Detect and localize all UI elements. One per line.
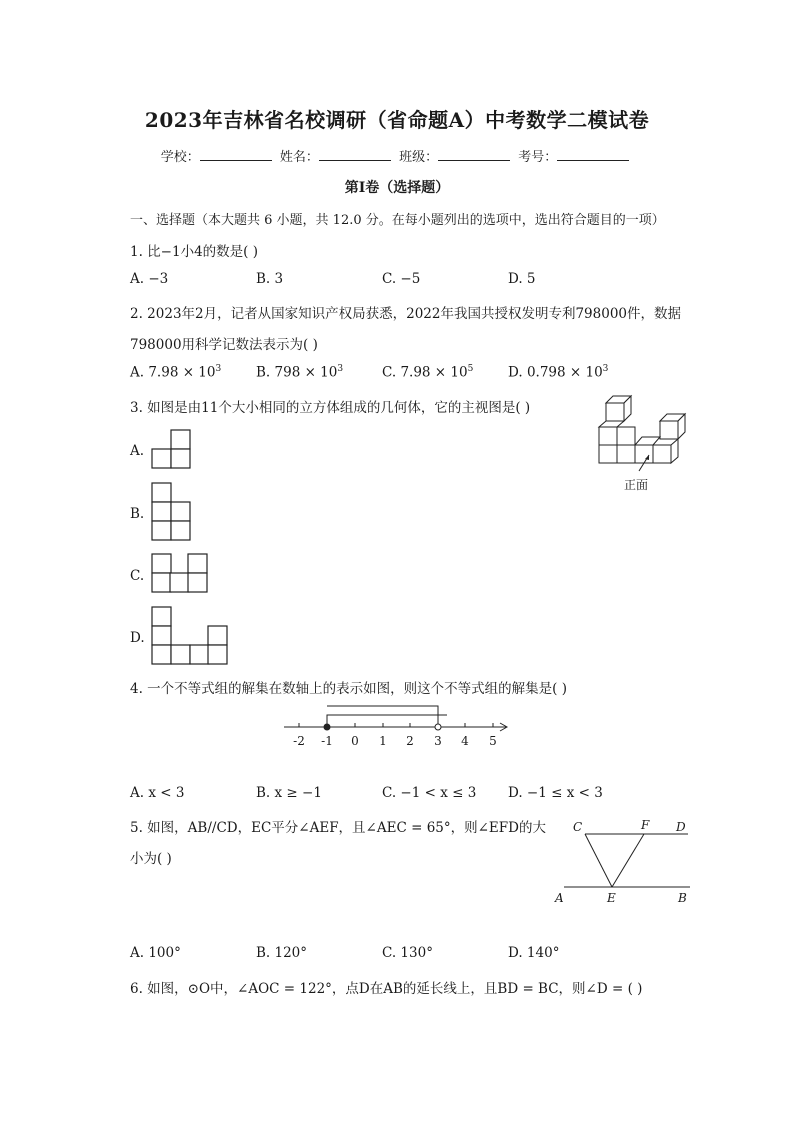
q5-option-a: A. 100° (130, 945, 181, 961)
q5-stem-line2: 小为( ) (130, 851, 172, 867)
q5-label-e: E (607, 891, 616, 905)
q2-stem-line2: 798000用科学记数法表示为( ) (130, 337, 318, 353)
q5-option-b: B. 120° (256, 945, 308, 961)
q5-option-c: C. 130° (382, 945, 433, 961)
q5-option-d: D. 140° (508, 945, 560, 961)
q4-tick-label: 1 (379, 734, 387, 748)
q4-solid-dot (324, 724, 330, 730)
class-blank[interactable] (438, 148, 510, 161)
q4-tick-label: -1 (321, 734, 333, 748)
q3-option-c-figure (150, 552, 210, 594)
q4-option-d: D. −1 ≤ x < 3 (508, 785, 603, 801)
q5-label-b: B (678, 891, 687, 905)
q5-label-c: C (573, 820, 583, 834)
q2-option-b: B. $798 \times 10^3$ (256, 364, 344, 381)
q3-option-d-label: D. (130, 630, 145, 646)
q4-number-line (282, 697, 514, 755)
q3-option-d-figure (150, 605, 230, 665)
q5-stem-line1: 5. 如图，AB//CD，EC平分∠AEF，且∠AEC = 65°，则∠EFD的大 (130, 820, 546, 836)
q4-option-c: C. −1 < x ≤ 3 (382, 785, 477, 801)
class-label: 班级： (399, 150, 439, 165)
section-title: 一、选择题（本大题共 6 小题，共 12.0 分。在每小题列出的选项中，选出符合题目的一项） (130, 213, 665, 228)
q5-label-f: F (641, 818, 650, 832)
q4-option-a: A. x < 3 (130, 785, 185, 801)
q1-stem: 1. 比−1小4的数是( ) (130, 244, 258, 260)
q2-option-a: A. $7.98 \times 10^3$ (130, 364, 222, 381)
q2-stem-line1: 2. 2023年2月，记者从国家知识产权局获悉，2022年我国共授权发明专利798000件，数据 (130, 306, 682, 322)
q1-option-b: B. 3 (256, 271, 284, 287)
q4-tick-label: 0 (351, 734, 359, 748)
q4-open-dot (435, 724, 441, 730)
q3-option-b-label: B. (130, 506, 145, 522)
q6-stem: 6. 如图，⊙O中，∠AOC = 122°，点D在AB的延长线上，且BD = BC，则∠D = ( ) (130, 981, 643, 997)
q5-label-a: A (555, 891, 564, 905)
q3-option-a-label: A. (130, 443, 145, 459)
q4-tick-label: 2 (406, 734, 414, 748)
school-label: 学校： (160, 150, 200, 165)
q5-geometry-figure (552, 814, 694, 910)
student-info-line (0, 146, 794, 165)
q4-stem: 4. 一个不等式组的解集在数轴上的表示如图，则这个不等式组的解集是( ) (130, 681, 567, 697)
q3-option-b-figure (150, 481, 192, 541)
q1-option-d: D. 5 (508, 271, 536, 287)
q4-tick-label: -2 (293, 734, 305, 748)
exam-title: 2023年吉林省名校调研（省命题A）中考数学二模试卷 (144, 108, 650, 132)
q4-tick-label: 4 (461, 734, 469, 748)
q4-tick-label: 3 (434, 734, 442, 748)
exam-number-label: 考号： (518, 150, 558, 165)
q2-option-c: C. $7.98 \times 10^5$ (382, 364, 474, 381)
part-title: 第I卷（选择题） (344, 180, 450, 196)
school-blank[interactable] (200, 148, 272, 161)
q3-option-c-label: C. (130, 568, 145, 584)
q1-option-a: A. −3 (130, 271, 169, 287)
q3-figure-caption: 正面 (624, 478, 649, 492)
q4-tick-label: 5 (489, 734, 497, 748)
name-blank[interactable] (319, 148, 391, 161)
q5-label-d: D (676, 820, 686, 834)
name-label: 姓名： (279, 150, 319, 165)
exam-number-blank[interactable] (557, 148, 629, 161)
q1-option-c: C. −5 (382, 271, 421, 287)
q3-stem: 3. 如图是由11个大小相同的立方体组成的几何体，它的主视图是( ) (130, 400, 531, 416)
q2-option-d: D. $0.798 \times 10^3$ (508, 364, 609, 381)
q4-option-b: B. x ≥ −1 (256, 785, 322, 801)
q3-option-a-figure (150, 428, 192, 470)
q3-cube-figure (594, 393, 690, 495)
